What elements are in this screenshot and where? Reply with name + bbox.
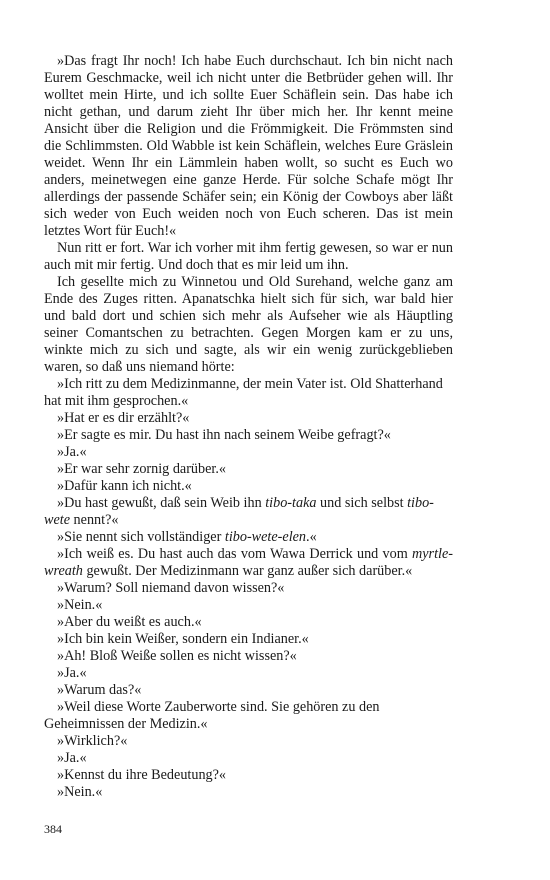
italic-term: tibo-wete-elen xyxy=(224,529,307,545)
paragraph xyxy=(44,53,453,240)
text-run: »Ah! Bloß Weiße sollen es nicht wissen?« xyxy=(57,648,297,664)
text-run: »Ja.« xyxy=(57,750,87,766)
text-run: »Er sagte es mir. Du hast ihn nach seinem Weibe gefragt?« xyxy=(57,427,391,443)
text-run: »Ja.« xyxy=(57,665,87,681)
paragraph xyxy=(44,648,453,665)
text-run: »Du hast gewußt, daß sein Weib ihn xyxy=(57,495,266,511)
paragraph xyxy=(44,546,453,580)
text-run: »Weil diese Worte Zauberworte sind. Sie gehören zu den Geheimnissen der Medizin.« xyxy=(44,699,380,732)
text-run: .« xyxy=(306,529,317,545)
paragraph xyxy=(44,427,453,444)
text-run: Ich gesellte mich zu Winnetou und Old Surehand, welche ganz am Ende des Zuges ritten. Apanatschka hielt sich für sich, war bald hier und bald dort und schien sich mehr als Aufseher wie als Häuptling seiner Comantschen zu betrachten. Gegen Morgen kam er zu uns, winkte mich zu sich und sagte, als wir ein wenig zurückgeblieben waren, so daß uns niemand hörte: xyxy=(44,274,453,375)
text-run: »Kennst du ihre Bedeutung?« xyxy=(57,767,227,783)
text-run: »Ich bin kein Weißer, sondern ein Indianer.« xyxy=(57,631,309,647)
text-run: »Ich ritt zu dem Medizinmanne, der mein Vater ist. Old Shatterhand hat mit ihm gesprochen.« xyxy=(44,376,443,409)
text-run: Nun ritt er fort. War ich vorher mit ihm fertig gewesen, so war er nun auch mit mir fertig. Und doch that es mir leid um ihn. xyxy=(44,240,453,273)
text-run: »Er war sehr zornig darüber.« xyxy=(57,461,227,477)
paragraph xyxy=(44,274,453,376)
text-run: gewußt. Der Medizinmann war ganz außer sich darüber.« xyxy=(82,563,413,579)
paragraph xyxy=(44,682,453,699)
paragraph xyxy=(44,767,453,784)
paragraph xyxy=(44,495,453,529)
text-run: »Warum das?« xyxy=(57,682,142,698)
text-run: »Dafür kann ich nicht.« xyxy=(57,478,192,494)
text-run: »Sie nennt sich vollständiger xyxy=(57,529,225,545)
paragraph xyxy=(44,580,453,597)
paragraph xyxy=(44,444,453,461)
paragraph xyxy=(44,665,453,682)
paragraph xyxy=(44,376,453,410)
paragraph xyxy=(44,240,453,274)
page-number: 384 xyxy=(44,822,62,836)
paragraph xyxy=(44,597,453,614)
text-run: »Wirklich?« xyxy=(57,733,128,749)
paragraph xyxy=(44,614,453,631)
italic-term: myrtle-wreath xyxy=(44,546,453,579)
paragraph xyxy=(44,529,453,546)
text-run: »Das fragt Ihr noch! Ich habe Euch durchschaut. Ich bin nicht nach Eurem Geschmacke, weil ich nicht unter die Betbrüder gehen will. Ihr wolltet mein Hirte, und ich sollte Euer Schäflein sein. Das habe ich nicht gethan, und darum zieht Ihr über mich her. Ihr kennt meine Ansicht über die Religion und die Frömmigkeit. Die Frömmsten sind die Schlimmsten. Old Wabble ist kein Schäflein, welches Eure Gräslein weidet. Wenn Ihr ein Lämmlein haben wollt, so sucht es Euch wo anders, meinetwegen eine ganze Herde. Für solche Schafe mögt Ihr allerdings der passende Schäfer sein; ein König der Cowboys aber läßt sich weder von Euch weiden noch von Euch scheren. Das ist mein letztes Wort für Euch!« xyxy=(44,53,453,239)
text-run: »Nein.« xyxy=(57,597,103,613)
italic-term: tibo-wete xyxy=(44,495,434,528)
paragraph xyxy=(44,478,453,495)
paragraph xyxy=(44,784,453,801)
paragraph xyxy=(44,631,453,648)
paragraph xyxy=(44,699,453,733)
text-run: »Warum? Soll niemand davon wissen?« xyxy=(57,580,285,596)
paragraph xyxy=(44,733,453,750)
text-run: »Ich weiß es. Du hast auch das vom Wawa Derrick und vom xyxy=(57,546,413,562)
text-run: nennt?« xyxy=(70,512,119,528)
text-run: »Nein.« xyxy=(57,784,103,800)
text-run: und sich selbst xyxy=(316,495,408,511)
paragraph xyxy=(44,410,453,427)
text-run: »Ja.« xyxy=(57,444,87,460)
body-text xyxy=(44,53,453,801)
text-run: »Aber du weißt es auch.« xyxy=(57,614,202,630)
text-run: »Hat er es dir erzählt?« xyxy=(57,410,190,426)
paragraph xyxy=(44,750,453,767)
italic-term: tibo-taka xyxy=(265,495,317,511)
paragraph xyxy=(44,461,453,478)
